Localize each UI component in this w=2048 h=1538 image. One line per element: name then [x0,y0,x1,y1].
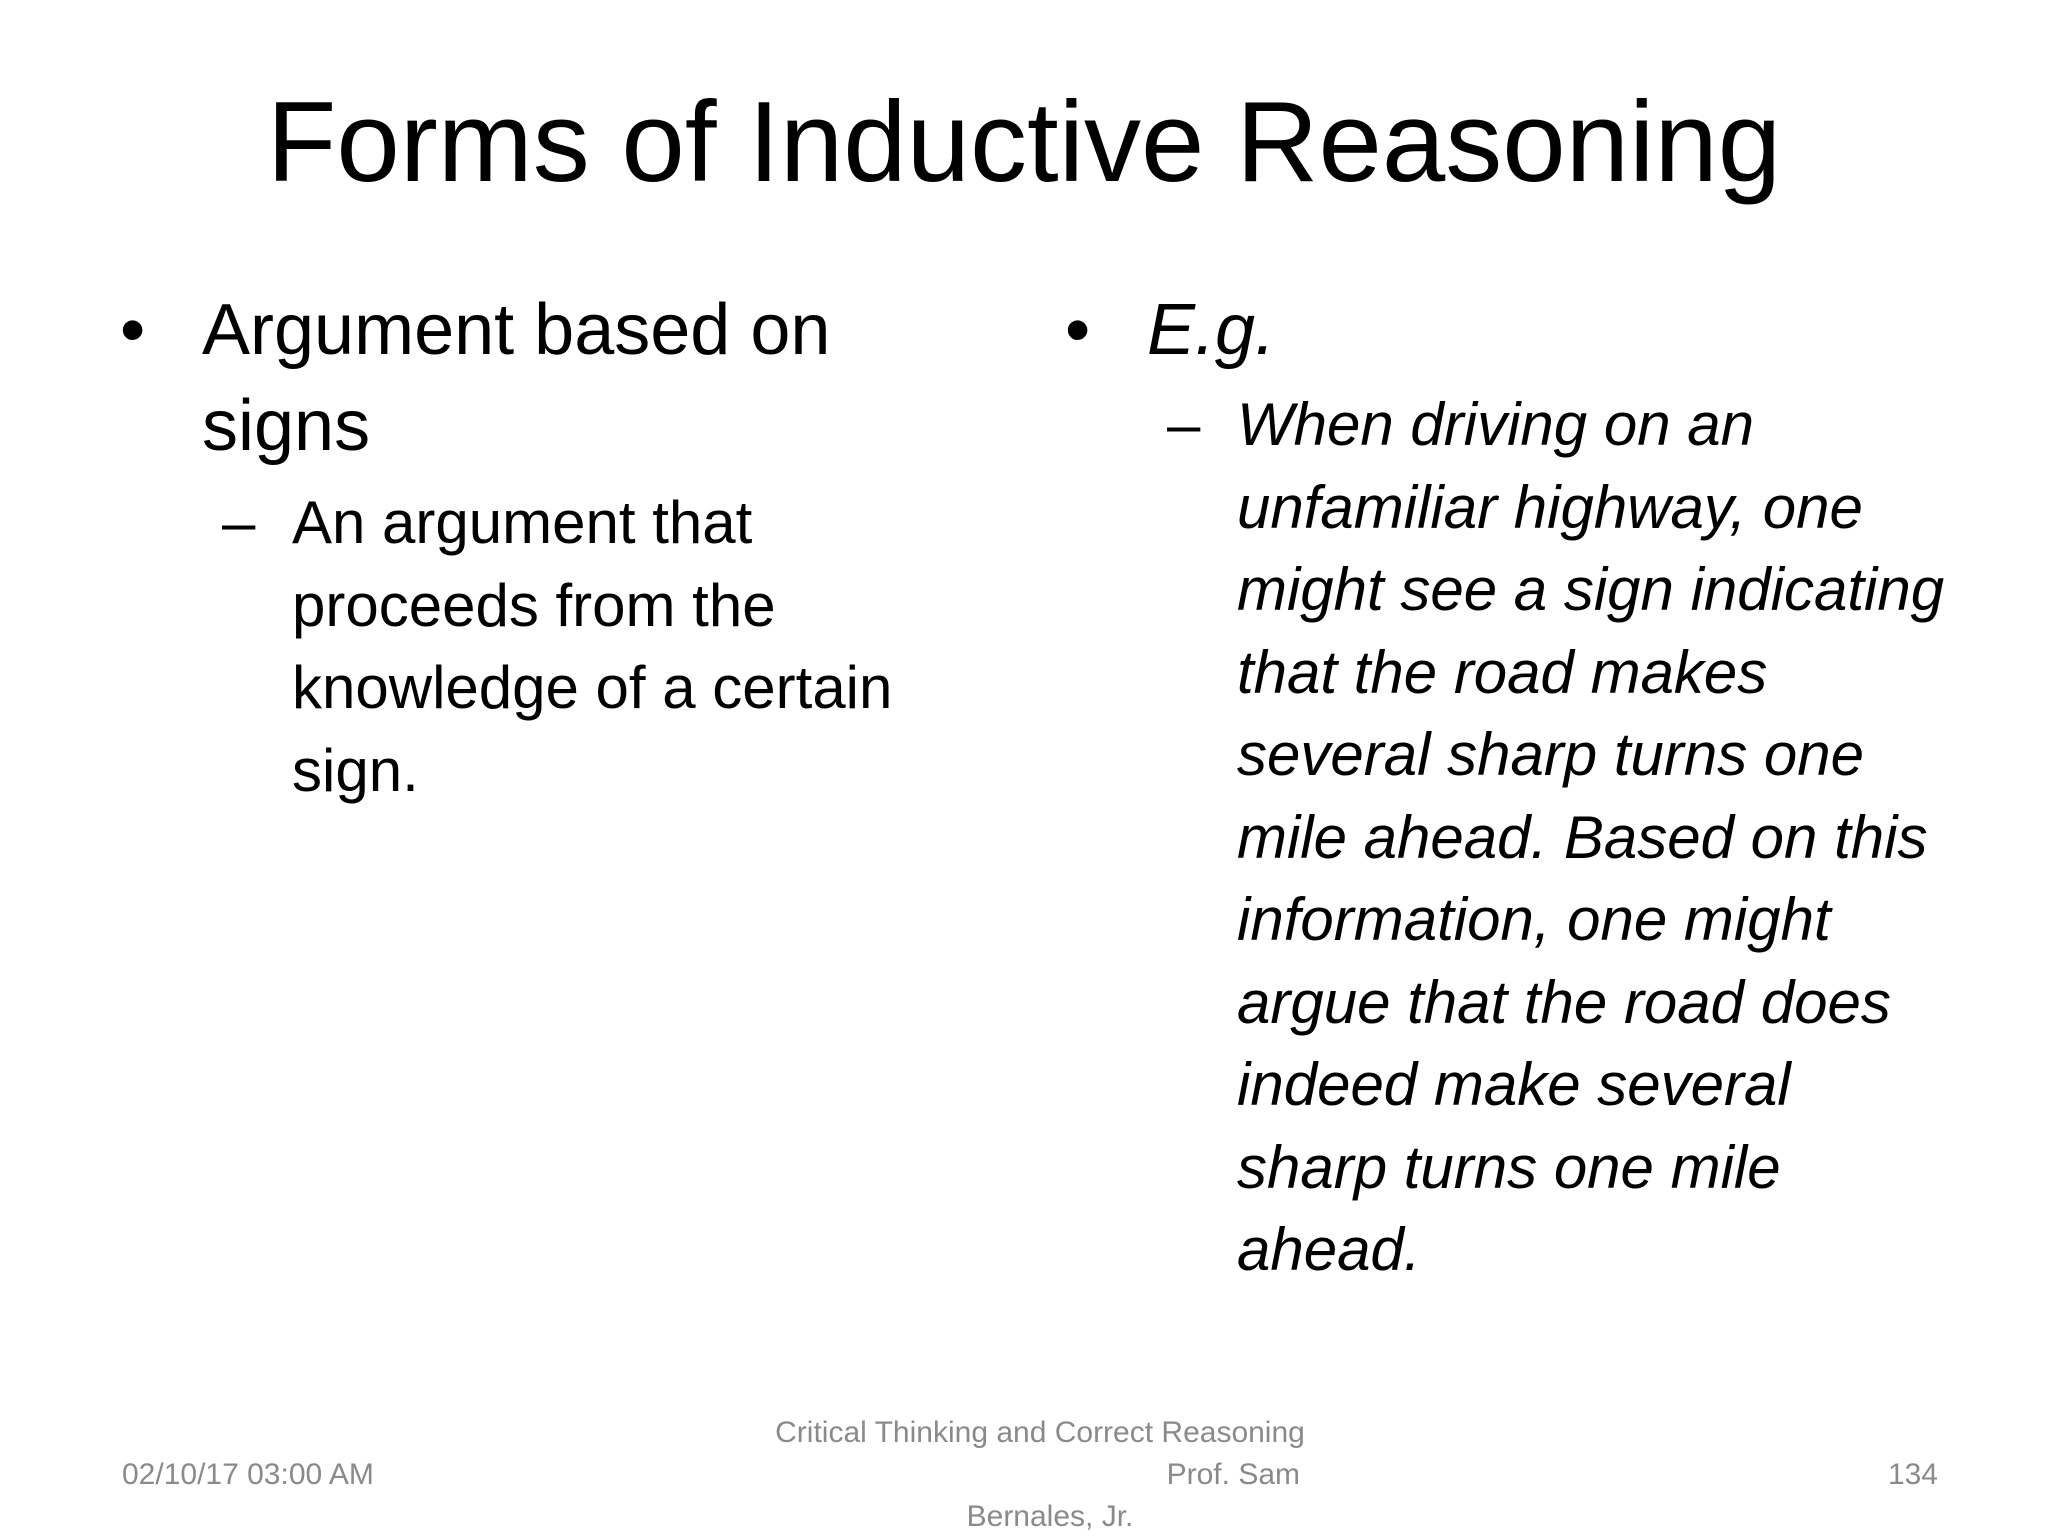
left-column [120,282,980,812]
footer-date: 02/10/17 03:00 AM [122,1458,374,1491]
footer-course-title: Critical Thinking and Correct Reasoning [775,1416,1305,1449]
footer-author: Prof. Sam [1166,1458,1300,1491]
footer-center-text [700,1412,1320,1538]
bullet-item [1065,282,1945,378]
sub-bullet-item [120,482,980,812]
slide-title: Forms of Inductive Reasoning [266,79,1782,206]
dash-icon: – [1167,391,1201,458]
sub-bullet-text: An argument that proceeds from the knowledge of a certain sign. [292,489,893,804]
bullet-item [120,282,980,474]
dash-icon: – [222,489,256,556]
sub-bullet-text: When driving on an unfamiliar highway, one might see a sign indicating that the road makes several sharp turns one mile ahead. Based on this information, one might argue that the road does indeed make several sharp turns one mile ahead. [1237,391,1945,1283]
bullet-dot-icon: • [120,290,146,370]
footer-page-number: 134 [1887,1458,1938,1491]
footer-author-cont: Bernales, Jr. [966,1500,1134,1533]
sub-bullet-item [1065,384,1945,1292]
bullet-dot-icon: • [1065,290,1091,370]
bullet-text: Argument based on signs [202,290,831,466]
right-column [1065,282,1945,1292]
bullet-text: E.g. [1147,290,1276,370]
